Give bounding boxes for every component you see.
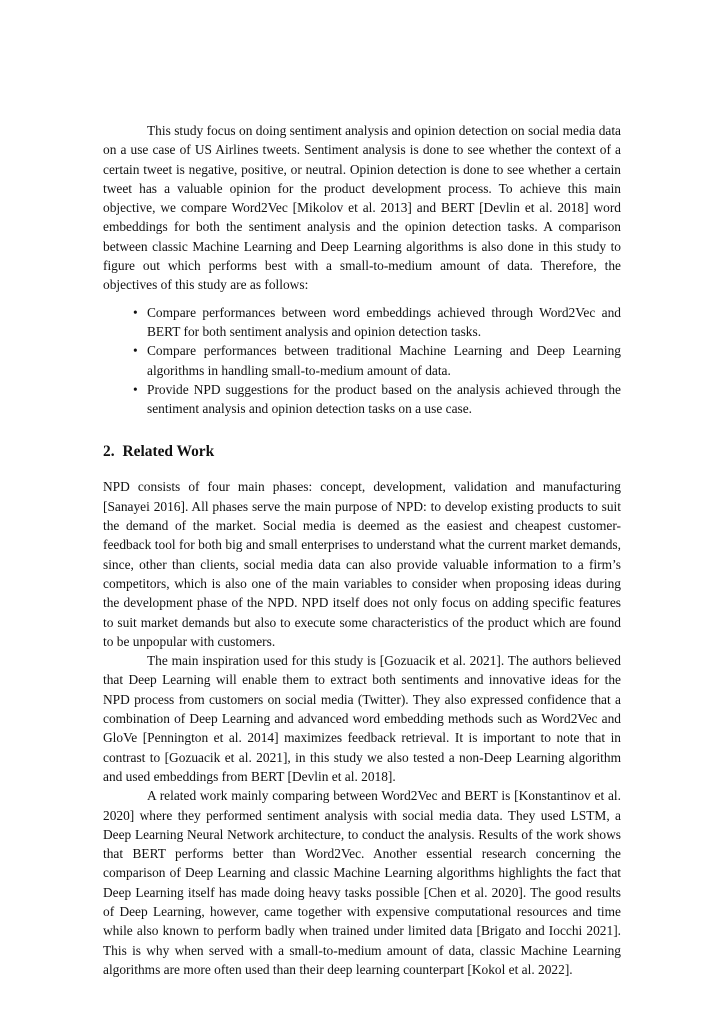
bullet-icon: • <box>133 381 138 397</box>
objective-text: Provide NPD suggestions for the product based on the analysis achieved through the sentiment analysis and opinion detection tasks on a use case. <box>147 381 621 417</box>
bullet-icon: • <box>133 343 138 359</box>
objective-item <box>133 303 621 342</box>
section-heading-related-work <box>103 442 621 462</box>
objective-text: Compare performances between traditional Machine Learning and Deep Learning algorithms in handling small-to-medium amount of data. <box>147 343 621 378</box>
related-work-paragraph: NPD consists of four main phases: concept, development, validation and manufacturing [Sanayei 2016]. All phases serve the main purpose of NPD: to develop existing products to suit the demand of the market. Social media is deemed as the easiest and cheapest customer-feedback tool for both big and small enterprises to understand what the current market demands, since, other than clients, social media data can also provide valuable information to a firm’s competitors, which is also one of the main variables to consider when proposing ideas during the development phase of the NPD. NPD itself does not only focus on adding specific features to suit market demands but also to execute some characteristics of the product which are found to be unpopular with customers. <box>103 479 621 649</box>
related-work-paragraph: The main inspiration used for this study is [Gozuacik et al. 2021]. The authors believed that Deep Learning will enable them to extract both sentiments and innovative ideas for the NPD process from customers on social media (Twitter). They also expressed confidence that a combination of Deep Learning and advanced word embedding methods such as Word2Vec and GloVe [Pennington et al. 2014] maximizes feedback retrieval. It is important to note that in contrast to [Gozuacik et al. 2021], in this study we also tested a non-Deep Learning algorithm and used embeddings from BERT [Devlin et al. 2018]. <box>103 653 621 784</box>
related-work-paragraph: A related work mainly comparing between Word2Vec and BERT is [Konstantinov et al. 2020] where they performed sentiment analysis with social media data. They used LSTM, a Deep Learning Neural Network architecture, to conduct the analysis. Results of the work shows that BERT performs better than Word2Vec. Another essential research concerning the comparison of Deep Learning and classic Machine Learning algorithms highlights the fact that Deep Learning itself has made doing heavy tasks possible [Chen et al. 2020]. The good results of Deep Learning, however, came together with expensive computational resources and time while also known to perform badly when trained under limited data [Brigato and Iocchi 2021]. This is why when served with a small-to-medium amount of data, classic Machine Learning algorithms are more often used than their deep learning counterpart [Kokol et al. 2022]. <box>103 788 621 977</box>
bullet-icon: • <box>133 304 138 320</box>
objectives-list <box>103 303 621 419</box>
objective-item <box>133 380 621 419</box>
objective-item <box>133 341 621 380</box>
paper-page <box>103 121 621 979</box>
section-number: 2. <box>103 443 115 461</box>
intro-paragraph: This study focus on doing sentiment analysis and opinion detection on social media data on a use case of US Airlines tweets. Sentiment analysis is done to see whether the context of a certain tweet is negative, positive, or neutral. Opinion detection is done to see whether a certain tweet has a valuable opinion for the product development process. To achieve this main objective, we compare Word2Vec [Mikolov et al. 2013] and BERT [Devlin et al. 2018] word embeddings for both the sentiment analysis and the opinion detection tasks. A comparison between classic Machine Learning and Deep Learning algorithms is also done in this study to figure out which performs best with a small-to-medium amount of data. Therefore, the objectives of this study are as follows: <box>103 123 621 293</box>
objective-text: Compare performances between word embeddings achieved through Word2Vec and BERT for both sentiment analysis and opinion detection tasks. <box>147 304 621 339</box>
section-title: Related Work <box>122 443 215 461</box>
